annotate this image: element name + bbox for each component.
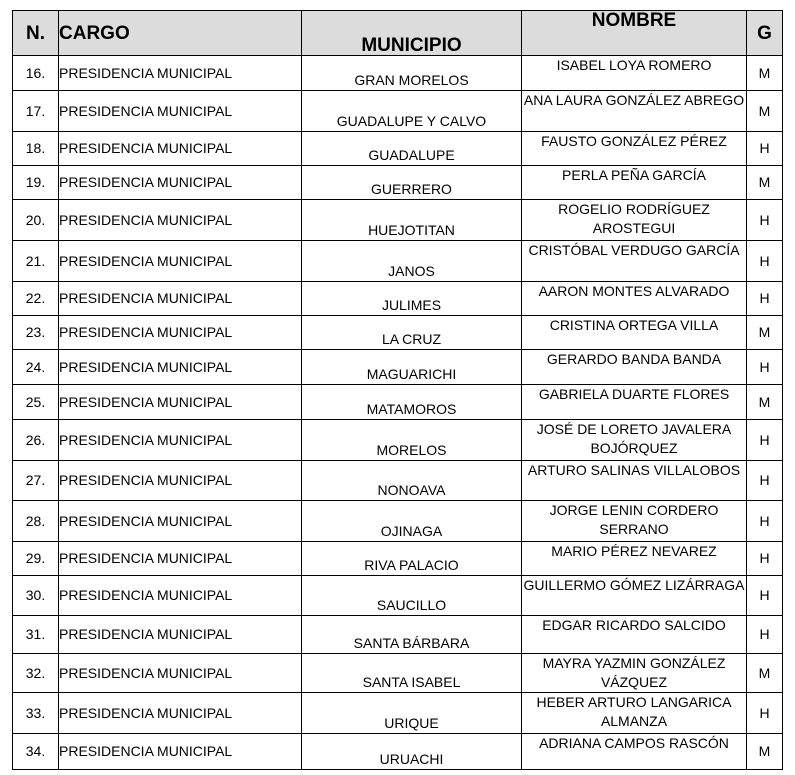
table-body [13,56,783,770]
cell-nombre: ADRIANA CAMPOS RASCÓN [522,734,747,770]
cell-number: 25. [13,385,59,420]
cell-genero: H [747,241,783,282]
cell-number: 26. [13,420,59,461]
cell-genero: M [747,385,783,420]
cell-cargo: PRESIDENCIA MUNICIPAL [59,616,302,654]
cell-genero: M [747,56,783,91]
cell-genero: H [747,461,783,501]
cell-number: 33. [13,693,59,734]
cell-number: 18. [13,132,59,166]
cell-municipio: GUADALUPE [302,132,522,166]
cell-nombre: ARTURO SALINAS VILLALOBOS [522,461,747,501]
cell-cargo: PRESIDENCIA MUNICIPAL [59,91,302,132]
cell-number: 19. [13,166,59,200]
cell-genero: H [747,576,783,616]
cell-cargo: PRESIDENCIA MUNICIPAL [59,200,302,241]
cell-municipio: SANTA BÁRBARA [302,616,522,654]
cell-number: 31. [13,616,59,654]
cell-cargo: PRESIDENCIA MUNICIPAL [59,542,302,576]
cell-municipio: URUACHI [302,734,522,770]
cell-cargo: PRESIDENCIA MUNICIPAL [59,576,302,616]
cell-municipio: URIQUE [302,693,522,734]
cell-genero: H [747,420,783,461]
cell-cargo: PRESIDENCIA MUNICIPAL [59,350,302,385]
cell-cargo: PRESIDENCIA MUNICIPAL [59,241,302,282]
cell-genero: H [747,542,783,576]
cell-genero: M [747,166,783,200]
cell-nombre: ROGELIO RODRÍGUEZ AROSTEGUI [522,200,747,241]
cell-cargo: PRESIDENCIA MUNICIPAL [59,654,302,693]
table-row [13,734,783,770]
cell-municipio: OJINAGA [302,501,522,542]
table-row [13,501,783,542]
cell-nombre: GUILLERMO GÓMEZ LIZÁRRAGA [522,576,747,616]
cell-cargo: PRESIDENCIA MUNICIPAL [59,166,302,200]
cell-municipio: RIVA PALACIO [302,542,522,576]
cell-cargo: PRESIDENCIA MUNICIPAL [59,461,302,501]
table-row [13,693,783,734]
table-row [13,316,783,350]
cell-number: 29. [13,542,59,576]
cell-cargo: PRESIDENCIA MUNICIPAL [59,501,302,542]
header-municipio: MUNICIPIO [302,11,522,56]
table-row [13,461,783,501]
cell-municipio: MORELOS [302,420,522,461]
table-row [13,616,783,654]
table-row [13,91,783,132]
cell-number: 28. [13,501,59,542]
cell-nombre: JORGE LENIN CORDERO SERRANO [522,501,747,542]
table-row [13,282,783,316]
cell-cargo: PRESIDENCIA MUNICIPAL [59,316,302,350]
cell-nombre: CRISTÓBAL VERDUGO GARCÍA [522,241,747,282]
cell-genero: H [747,350,783,385]
cell-nombre: JOSÉ DE LORETO JAVALERA BOJÓRQUEZ [522,420,747,461]
cell-nombre: GABRIELA DUARTE FLORES [522,385,747,420]
cell-genero: H [747,282,783,316]
cell-municipio: JANOS [302,241,522,282]
cell-genero: M [747,654,783,693]
cell-genero: H [747,200,783,241]
cell-number: 30. [13,576,59,616]
candidates-table [12,10,783,770]
cell-number: 17. [13,91,59,132]
cell-cargo: PRESIDENCIA MUNICIPAL [59,420,302,461]
cell-genero: H [747,501,783,542]
cell-number: 16. [13,56,59,91]
cell-cargo: PRESIDENCIA MUNICIPAL [59,385,302,420]
table-header-row [13,11,783,56]
cell-nombre: ISABEL LOYA ROMERO [522,56,747,91]
cell-nombre: FAUSTO GONZÁLEZ PÉREZ [522,132,747,166]
header-nombre: NOMBRE [522,11,747,56]
cell-municipio: GRAN MORELOS [302,56,522,91]
cell-municipio: SAUCILLO [302,576,522,616]
table-row [13,542,783,576]
table-row [13,385,783,420]
cell-genero: H [747,693,783,734]
cell-municipio: HUEJOTITAN [302,200,522,241]
cell-cargo: PRESIDENCIA MUNICIPAL [59,693,302,734]
cell-municipio: JULIMES [302,282,522,316]
cell-number: 23. [13,316,59,350]
cell-municipio: GUADALUPE Y CALVO [302,91,522,132]
cell-municipio: MATAMOROS [302,385,522,420]
cell-cargo: PRESIDENCIA MUNICIPAL [59,734,302,770]
cell-nombre: CRISTINA ORTEGA VILLA [522,316,747,350]
cell-cargo: PRESIDENCIA MUNICIPAL [59,132,302,166]
cell-municipio: SANTA ISABEL [302,654,522,693]
cell-number: 32. [13,654,59,693]
table-row [13,166,783,200]
cell-nombre: MARIO PÉREZ NEVAREZ [522,542,747,576]
cell-municipio: LA CRUZ [302,316,522,350]
cell-nombre: HEBER ARTURO LANGARICA ALMANZA [522,693,747,734]
cell-nombre: ANA LAURA GONZÁLEZ ABREGO [522,91,747,132]
cell-cargo: PRESIDENCIA MUNICIPAL [59,56,302,91]
header-n: N. [13,11,59,56]
cell-genero: H [747,132,783,166]
cell-nombre: GERARDO BANDA BANDA [522,350,747,385]
cell-municipio: MAGUARICHI [302,350,522,385]
cell-nombre: AARON MONTES ALVARADO [522,282,747,316]
table-row [13,576,783,616]
cell-number: 34. [13,734,59,770]
table-row [13,420,783,461]
cell-number: 20. [13,200,59,241]
table-row [13,132,783,166]
cell-nombre: MAYRA YAZMIN GONZÁLEZ VÁZQUEZ [522,654,747,693]
cell-nombre: EDGAR RICARDO SALCIDO [522,616,747,654]
cell-genero: M [747,316,783,350]
table-row [13,56,783,91]
cell-number: 27. [13,461,59,501]
header-g: G [747,11,783,56]
cell-municipio: NONOAVA [302,461,522,501]
table-row [13,350,783,385]
header-cargo: CARGO [59,11,302,56]
cell-number: 24. [13,350,59,385]
cell-nombre: PERLA PEÑA GARCÍA [522,166,747,200]
cell-genero: H [747,616,783,654]
table-row [13,200,783,241]
table-row [13,241,783,282]
cell-cargo: PRESIDENCIA MUNICIPAL [59,282,302,316]
cell-municipio: GUERRERO [302,166,522,200]
cell-number: 21. [13,241,59,282]
cell-number: 22. [13,282,59,316]
cell-genero: M [747,734,783,770]
table-row [13,654,783,693]
cell-genero: M [747,91,783,132]
